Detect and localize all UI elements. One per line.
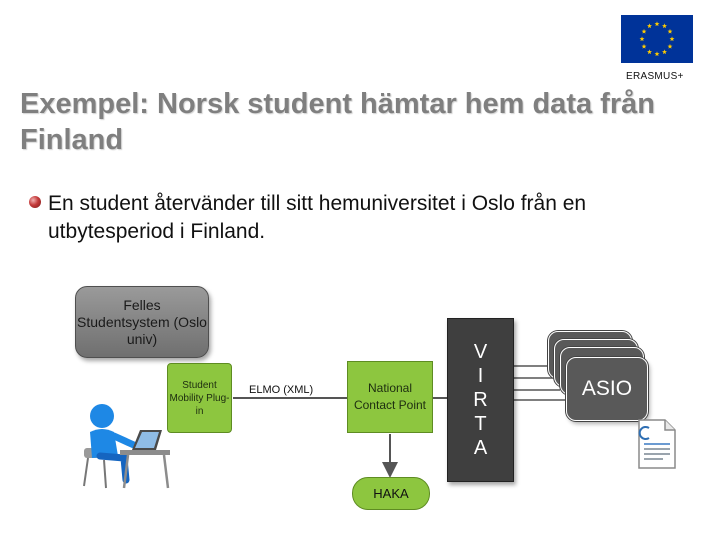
- virta-letter: R: [473, 389, 488, 411]
- virta-letter: T: [474, 413, 487, 435]
- student-mobility-plugin-node: Student Mobility Plug-in: [167, 363, 232, 433]
- elmo-label: ELMO (XML): [249, 384, 314, 396]
- virta-letter: A: [473, 437, 488, 459]
- asio-node: ASIO: [566, 357, 648, 421]
- document-icon: [633, 416, 679, 472]
- bullet-text: En student återvänder till sitt hemuniversitet i Oslo från en utbytesperiod i Finland.: [48, 192, 587, 243]
- national-contact-point-node: National Contact Point: [347, 361, 433, 433]
- virta-node: [447, 318, 514, 482]
- student-at-laptop-icon: [80, 400, 172, 490]
- virta-letter: I: [477, 365, 484, 387]
- virta-letter: V: [473, 341, 488, 363]
- haka-node: HAKA: [352, 477, 430, 510]
- felles-studentsystem-node: Felles Studentsystem (Oslo univ): [75, 286, 209, 358]
- erasmus-label: ERASMUS+: [626, 71, 684, 82]
- page-title: Exempel: Norsk student hämtar hem data från Finland: [20, 88, 655, 156]
